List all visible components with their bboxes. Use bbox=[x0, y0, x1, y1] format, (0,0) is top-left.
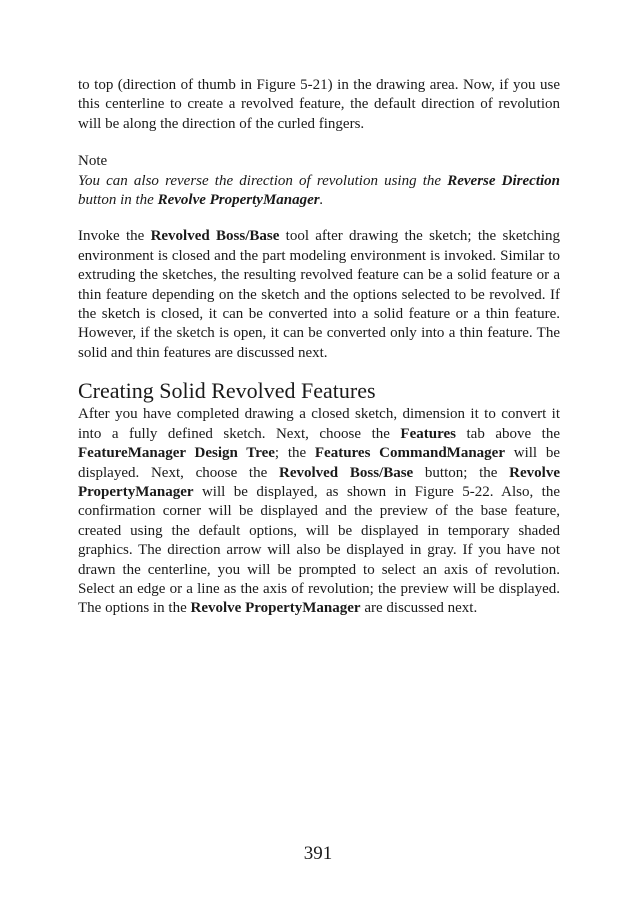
paragraph-invoke-revolved: Invoke the Revolved Boss/Base tool after drawing the sketch; the sketching environment is closed and the part modeling environment is invoked. Similar to extruding the sketches, the resulting revolved feature can be a solid feature or a thin feature depending on the sketch and the options selected to be revolved. If the sketch is closed, it can be converted into a solid feature or a thin feature. However, if the sketch is open, it can be converted only into a thin feature. The solid and thin features are discussed next. bbox=[78, 228, 560, 361]
note-label: Note bbox=[78, 153, 108, 170]
revolve-propertymanager-term-2: Revolve PropertyManager bbox=[78, 464, 560, 500]
features-commandmanager-term: Features CommandManager bbox=[314, 445, 505, 462]
page-number: 391 bbox=[303, 843, 333, 864]
page-content bbox=[78, 76, 560, 619]
revolved-boss-base-term: Revolved Boss/Base bbox=[150, 228, 280, 245]
revolve-propertymanager-term: Revolve PropertyManager bbox=[157, 192, 320, 209]
featuremanager-design-tree-term: FeatureManager Design Tree bbox=[78, 445, 275, 462]
revolved-boss-base-button-term: Revolved Boss/Base bbox=[278, 464, 414, 481]
note-body: You can also reverse the direction of revolution using the Reverse Direction button in the Revolve PropertyManager. bbox=[78, 172, 561, 209]
paragraph-curled-fingers: to top (direction of thumb in Figure 5-21) in the drawing area. Now, if you use this centerline to create a revolved feature, the default direction of revolution will be along the direction of the curled fingers. bbox=[78, 77, 560, 132]
section-heading: Creating Solid Revolved Features bbox=[78, 378, 376, 404]
paragraph-creating-solid: After you have completed drawing a closed sketch, dimension it to convert it into a fully defined sketch. Next, choose the Features tab above the FeatureManager Design Tree; the Features CommandManager will be displayed. Next, choose the Revolved Boss/Base button; the Revolve PropertyManager will be displayed, as shown in Figure 5-22. Also, the confirmation corner will be displayed and the preview of the base feature, created using the default options, will be displayed in temporary shaded graphics. The direction arrow will also be displayed in gray. If you have not drawn the centerline, you will be prompted to select an axis of revolution. Select an edge or a line as the axis of revolution; the preview will be displayed. The options in the Revolve PropertyManager are discussed next. bbox=[78, 406, 560, 617]
reverse-direction-term: Reverse Direction bbox=[447, 172, 561, 189]
features-tab-term: Features bbox=[400, 425, 456, 442]
revolve-propertymanager-term-3: Revolve PropertyManager bbox=[190, 600, 361, 617]
